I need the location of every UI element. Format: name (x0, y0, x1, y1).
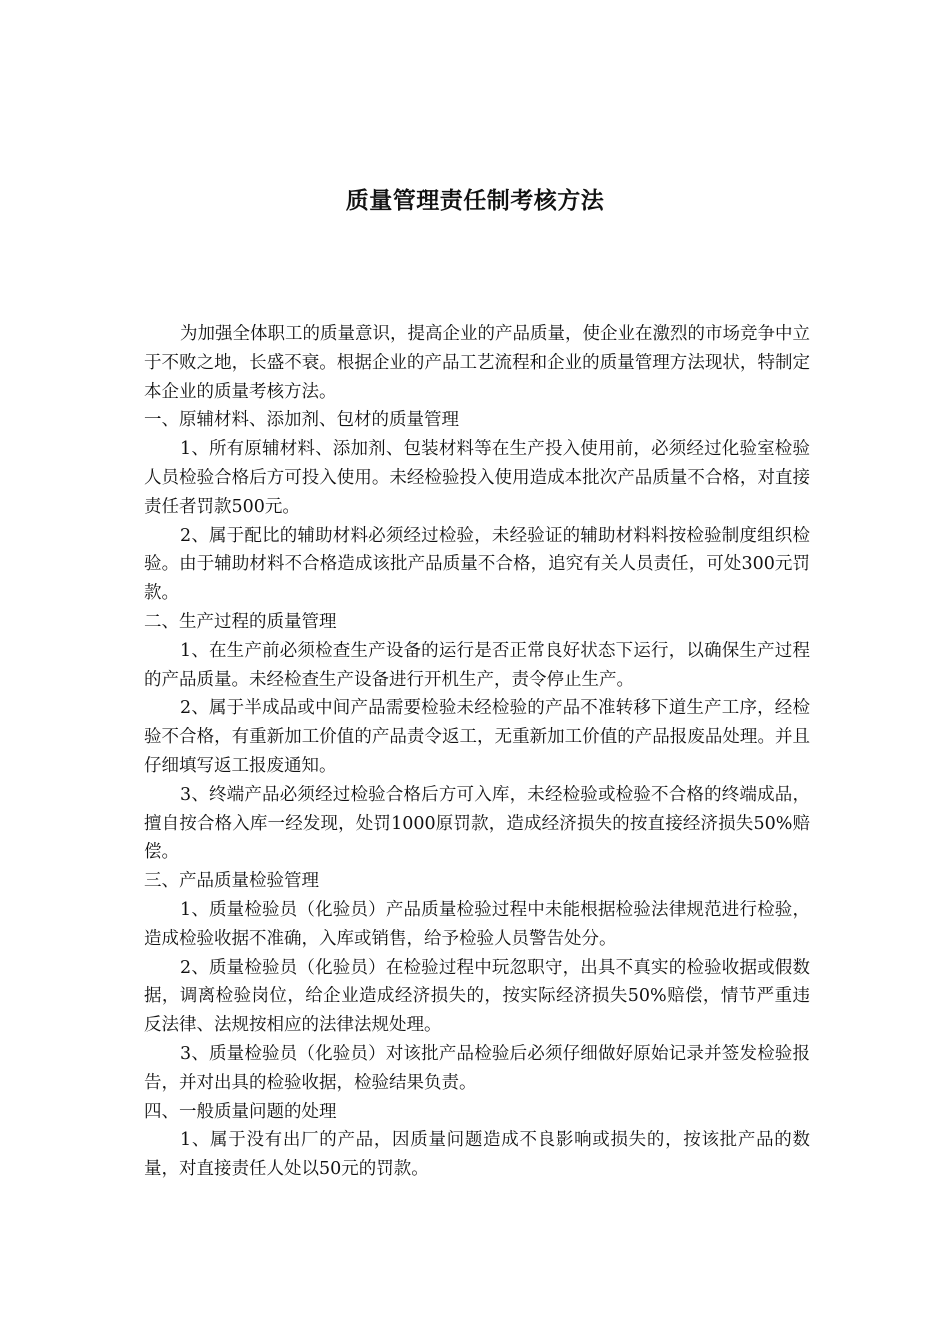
section-1-item-1: 1、所有原辅材料、添加剂、包装材料等在生产投入使用前，必须经过化验室检验人员检验合格后方可投入使用。未经检验投入使用造成本批次产品质量不合格，对直接责任者罚款500元。 (144, 439, 810, 517)
section-2-item-3: 3、终端产品必须经过检验合格后方可入库，未经检验或检验不合格的终端成品，擅自按合格入库一经发现，处罚1000原罚款，造成经济损失的按直接经济损失50%赔偿。 (144, 784, 810, 863)
section-1-item-2: 2、属于配比的辅助材料必须经过检验，未经验证的辅助材料料按检验制度组织检验。由于辅助材料不合格造成该批产品质量不合格，追究有关人员责任，可处300元罚款。 (144, 525, 810, 604)
document-body (144, 320, 810, 1184)
section-heading-2: 二、生产过程的质量管理 (144, 611, 337, 632)
section-heading-4: 四、一般质量问题的处理 (144, 1101, 337, 1122)
document-title: 质量管理责任制考核方法 (345, 188, 605, 214)
section-2-item-1: 1、在生产前必须检查生产设备的运行是否正常良好状态下运行，以确保生产过程的产品质量。未经检查生产设备进行开机生产，责令停止生产。 (144, 640, 810, 690)
section-3-item-2: 2、质量检验员（化验员）在检验过程中玩忽职守，出具不真实的检验收据或假数据，调离检验岗位，给企业造成经济损失的，按实际经济损失50%赔偿，情节严重违反法律、法规按相应的法律法规处理。 (144, 957, 810, 1036)
section-heading-3: 三、产品质量检验管理 (144, 871, 319, 892)
intro-paragraph: 为加强全体职工的质量意识，提高企业的产品质量，使企业在激烈的市场竞争中立于不败之地，长盛不衰。根据企业的产品工艺流程和企业的质量管理方法现状，特制定本企业的质量考核方法。 (144, 324, 810, 402)
section-heading-1: 一、原辅材料、添加剂、包材的质量管理 (144, 410, 459, 431)
section-4-item-1: 1、属于没有出厂的产品，因质量问题造成不良影响或损失的，按该批产品的数量，对直接责任人处以50元的罚款。 (144, 1130, 810, 1180)
section-3-item-3: 3、质量检验员（化验员）对该批产品检验后必须仔细做好原始记录并签发检验报告，并对出具的检验收据，检验结果负责。 (144, 1043, 810, 1093)
section-2-item-2: 2、属于半成品或中间产品需要检验未经检验的产品不准转移下道生产工序，经检验不合格，有重新加工价值的产品责令返工，无重新加工价值的产品报废品处理。并且仔细填写返工报废通知。 (144, 698, 810, 776)
section-3-item-1: 1、质量检验员（化验员）产品质量检验过程中未能根据检验法律规范进行检验，造成检验收据不准确，入库或销售，给予检验人员警告处分。 (144, 899, 810, 949)
